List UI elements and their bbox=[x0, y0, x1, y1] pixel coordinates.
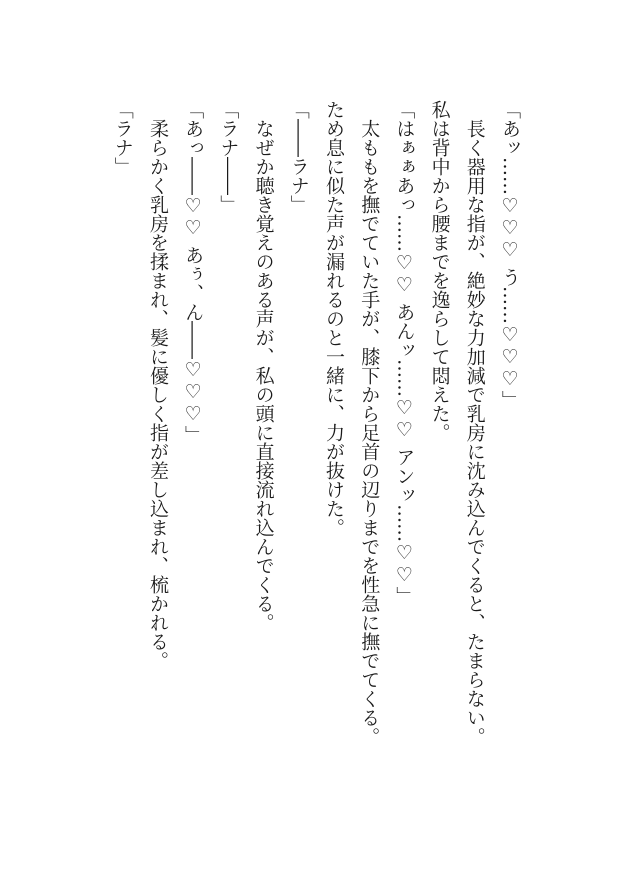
text-line: 「ラナ」 bbox=[111, 100, 134, 176]
text-line: 「あっ――♡♡ あぅ、ん――♡♡♡」 bbox=[182, 100, 205, 445]
text-line: 「はぁぁあっ……♡♡ あんッ……♡♡ アンッ……♡♡」 bbox=[393, 100, 416, 606]
text-line: ため息に似た声が漏れるのと一緒に、力が抜けた。 bbox=[322, 100, 345, 537]
text-line: 「ラナ――」 bbox=[217, 100, 240, 214]
text-line: 太ももを撫でていた手が、膝下から足首の辺りまでを性急に撫でてくる。 bbox=[358, 119, 381, 746]
text-line: 「あッ……♡♡♡ う……♡♡♡」 bbox=[499, 100, 521, 410]
text-line: 長く器用な指が、絶妙な力加減で乳房に沈み込んでくると、たまらない。 bbox=[463, 119, 486, 746]
text-line: なぜか聴き覚えのある声が、私の頭に直接流れ込んでくる。 bbox=[252, 119, 275, 632]
text-line: 私は背中から腰までを逸らして悶えた。 bbox=[428, 100, 451, 442]
text-line: 「――ラナ」 bbox=[287, 100, 310, 214]
text-line: 柔らかく乳房を揉まれ、髪に優しく指が差し込まれ、梳かれる。 bbox=[146, 119, 169, 670]
vertical-text-body bbox=[105, 100, 527, 800]
